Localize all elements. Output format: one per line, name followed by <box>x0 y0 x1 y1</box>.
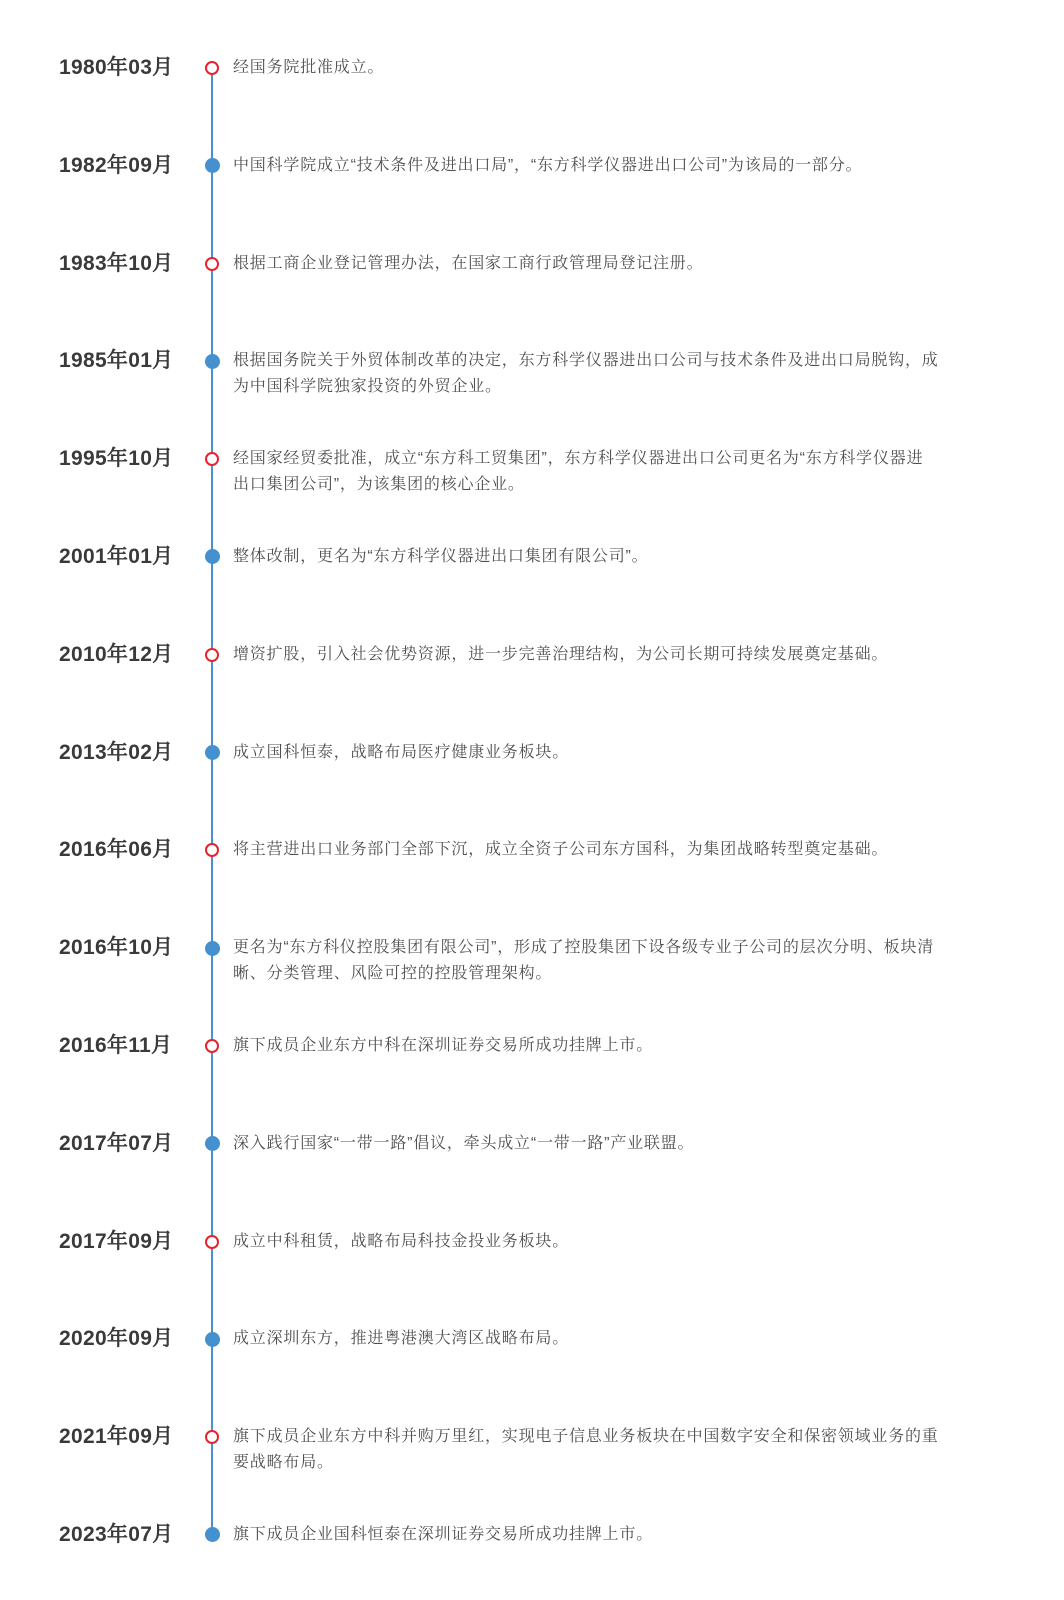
timeline-event-row <box>0 642 1064 740</box>
event-date: 2016年11月 <box>59 1033 173 1057</box>
timeline-marker-filled-icon <box>205 1136 220 1151</box>
timeline-rows <box>0 55 1064 1600</box>
event-marker-cell <box>200 1229 224 1255</box>
timeline-marker-filled-icon <box>205 158 220 173</box>
timeline-event-row <box>0 153 1064 251</box>
timeline-event-row <box>0 251 1064 349</box>
event-date: 1983年10月 <box>59 251 174 275</box>
event-marker-cell <box>200 837 224 863</box>
event-date: 2023年07月 <box>59 1522 174 1546</box>
event-description: 更名为“东方科仪控股集团有限公司”，形成了控股集团下设各级专业子公司的层次分明、板块清晰、分类管理、风险可控的控股管理架构。 <box>233 939 935 983</box>
timeline-event-row <box>0 55 1064 153</box>
event-marker-cell <box>200 935 224 961</box>
timeline-event-row <box>0 446 1064 544</box>
event-marker-cell <box>200 348 224 374</box>
event-description: 经国家经贸委批准，成立“东方科工贸集团”，东方科学仪器进出口公司更名为“东方科学仪器进出口集团公司”，为该集团的核心企业。 <box>233 450 924 494</box>
event-date: 2010年12月 <box>59 642 174 666</box>
event-description: 中国科学院成立“技术条件及进出口局”，“东方科学仪器进出口公司”为该局的一部分。 <box>233 156 863 174</box>
event-description: 旗下成员企业东方中科并购万里红，实现电子信息业务板块在中国数字安全和保密领域业务的重要战略布局。 <box>233 1428 939 1472</box>
event-marker-cell <box>200 1522 224 1548</box>
timeline-marker-hollow-icon <box>205 257 219 271</box>
event-date: 2017年07月 <box>59 1131 174 1155</box>
timeline-marker-hollow-icon <box>205 1039 219 1053</box>
timeline-marker-hollow-icon <box>205 61 219 75</box>
timeline-marker-hollow-icon <box>205 1235 219 1249</box>
event-description: 经国务院批准成立。 <box>233 59 385 76</box>
timeline-event-row <box>0 1131 1064 1229</box>
event-marker-cell <box>200 1424 224 1450</box>
timeline-marker-filled-icon <box>205 354 220 369</box>
event-date: 2016年10月 <box>59 936 174 960</box>
event-marker-cell <box>200 544 224 570</box>
event-description: 深入践行国家“一带一路”倡议，牵头成立“一带一路”产业联盟。 <box>233 1134 695 1152</box>
event-date: 2017年09月 <box>59 1229 174 1253</box>
timeline-marker-hollow-icon <box>205 648 219 662</box>
timeline-marker-filled-icon <box>205 941 220 956</box>
event-marker-cell <box>200 740 224 766</box>
event-description: 成立深圳东方，推进粤港澳大湾区战略布局。 <box>233 1330 570 1348</box>
timeline-marker-filled-icon <box>205 745 220 760</box>
timeline-marker-hollow-icon <box>205 1430 219 1444</box>
timeline-event-row <box>0 740 1064 838</box>
event-marker-cell <box>200 55 224 81</box>
timeline-event-row <box>0 1033 1064 1131</box>
event-date: 1995年10月 <box>59 447 174 471</box>
event-date: 1980年03月 <box>59 56 174 79</box>
event-description: 旗下成员企业国科恒泰在深圳证券交易所成功挂牌上市。 <box>233 1525 654 1543</box>
event-date: 1982年09月 <box>59 153 174 177</box>
event-date: 2020年09月 <box>59 1327 174 1351</box>
timeline-marker-filled-icon <box>205 1332 220 1347</box>
event-date: 1985年01月 <box>59 349 174 373</box>
timeline-event-row <box>0 1326 1064 1424</box>
timeline-event-row <box>0 1229 1064 1327</box>
timeline-marker-filled-icon <box>205 549 220 564</box>
event-date: 2013年02月 <box>59 740 174 764</box>
event-marker-cell <box>200 642 224 668</box>
event-marker-cell <box>200 1131 224 1157</box>
timeline-event-row <box>0 544 1064 642</box>
event-description: 增资扩股，引入社会优势资源，进一步完善治理结构，为公司长期可持续发展奠定基础。 <box>233 645 889 663</box>
event-description: 根据工商企业登记管理办法，在国家工商行政管理局登记注册。 <box>233 254 704 272</box>
event-description: 成立国科恒泰，战略布局医疗健康业务板块。 <box>233 743 570 761</box>
timeline-event-row <box>0 1424 1064 1522</box>
event-marker-cell <box>200 1326 224 1352</box>
event-description: 根据国务院关于外贸体制改革的决定，东方科学仪器进出口公司与技术条件及进出口局脱钩，成为中国科学院独家投资的外贸企业。 <box>233 352 939 396</box>
timeline-marker-filled-icon <box>205 1527 220 1542</box>
event-description: 旗下成员企业东方中科在深圳证券交易所成功挂牌上市。 <box>233 1036 654 1054</box>
event-description: 整体改制，更名为“东方科学仪器进出口集团有限公司”。 <box>233 547 649 565</box>
event-description: 将主营进出口业务部门全部下沉，成立全资子公司东方国科，为集团战略转型奠定基础。 <box>233 841 889 859</box>
event-date: 2016年06月 <box>59 838 174 862</box>
timeline-marker-hollow-icon <box>205 452 219 466</box>
event-date: 2001年01月 <box>59 544 174 568</box>
event-marker-cell <box>200 1033 224 1059</box>
event-marker-cell <box>200 153 224 179</box>
timeline-marker-hollow-icon <box>205 843 219 857</box>
timeline-event-row <box>0 348 1064 446</box>
timeline-event-row <box>0 935 1064 1033</box>
event-marker-cell <box>200 446 224 472</box>
timeline-event-row <box>0 1522 1064 1600</box>
event-date: 2021年09月 <box>59 1425 174 1449</box>
event-description: 成立中科租赁，战略布局科技金投业务板块。 <box>233 1232 570 1250</box>
event-marker-cell <box>200 251 224 277</box>
timeline-event-row <box>0 837 1064 935</box>
